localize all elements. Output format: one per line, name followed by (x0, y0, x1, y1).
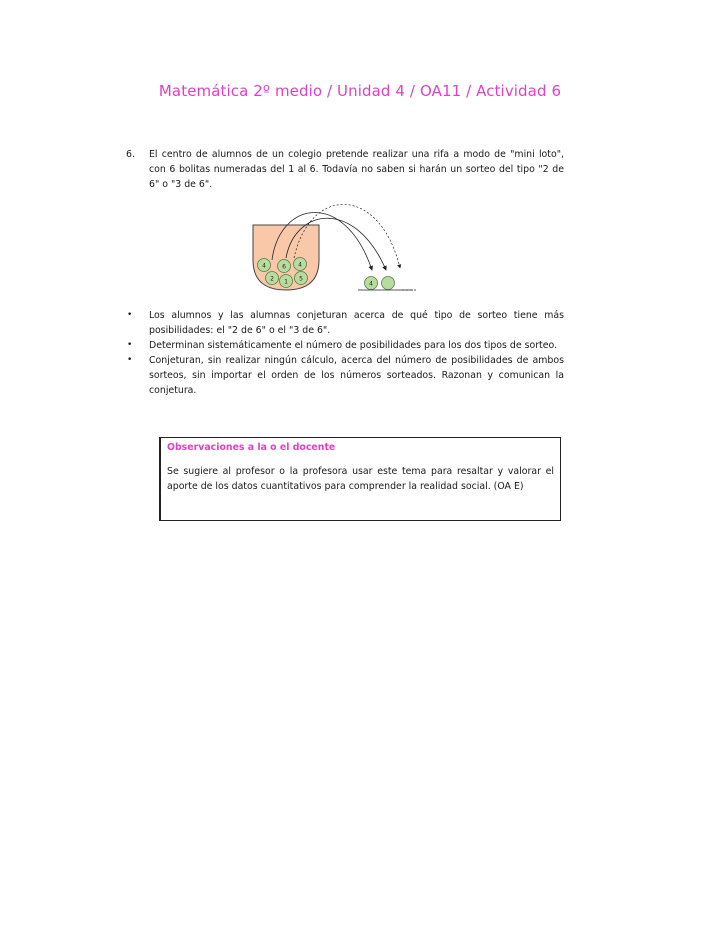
lottery-illustration (250, 190, 420, 296)
ball-label: 4 (262, 262, 266, 270)
ball-label: 4 (298, 261, 302, 269)
list-item (126, 353, 564, 398)
bullet-icon: • (127, 355, 133, 365)
page-title: Matemática 2º medio / Unidad 4 / OA11 / Actividad 6 (158, 82, 562, 100)
activity-statement (126, 147, 564, 192)
ball (266, 272, 279, 285)
bullet-icon: • (127, 310, 133, 320)
activity-number: 6. (126, 149, 135, 160)
list-item-text: Los alumnos y las alumnas conjeturan acerca de qué tipo de sorteo tiene más posibilidades: el "2 de 6" o el "3 de 6". (149, 310, 564, 336)
ball (295, 272, 308, 285)
bullet-icon: • (127, 340, 133, 350)
ball-label: 5 (299, 275, 303, 283)
ball (280, 275, 293, 288)
ball-label: 1 (284, 278, 288, 286)
observations-title: Observaciones a la o el docente (167, 442, 336, 453)
ball-label: 2 (270, 275, 274, 283)
list-item (126, 308, 564, 338)
ball (258, 259, 271, 272)
drawn-ball (365, 277, 378, 290)
drawn-ball (382, 277, 395, 290)
ball (278, 260, 291, 273)
list-item (126, 338, 564, 353)
observations-text: Se sugiere al profesor o la profesora usar este tema para resaltar y valorar el aporte de los datos cuantitativos para comprender la realidad social. (OA E) (167, 466, 554, 492)
ball-label: 6 (282, 263, 286, 271)
list-item-text: Conjeturan, sin realizar ningún cálculo, acerca del número de posibilidades de ambos sorteos, sin importar el orden de los números sorteados. Razonan y comunican la conjetura. (149, 355, 564, 396)
activity-text: El centro de alumnos de un colegio pretende realizar una rifa a modo de "mini loto", con 6 bolitas numeradas del 1 al 6. Todavía no saben si harán un sorteo del tipo "2 de 6" o "3 de 6". (149, 149, 564, 190)
teacher-observations-box (159, 437, 561, 521)
conjecture-list (126, 308, 564, 398)
ball (294, 258, 307, 271)
list-item-text: Determinan sistemáticamente el número de posibilidades para los dos tipos de sorteo. (149, 340, 558, 351)
ball-label: 4 (369, 280, 373, 288)
